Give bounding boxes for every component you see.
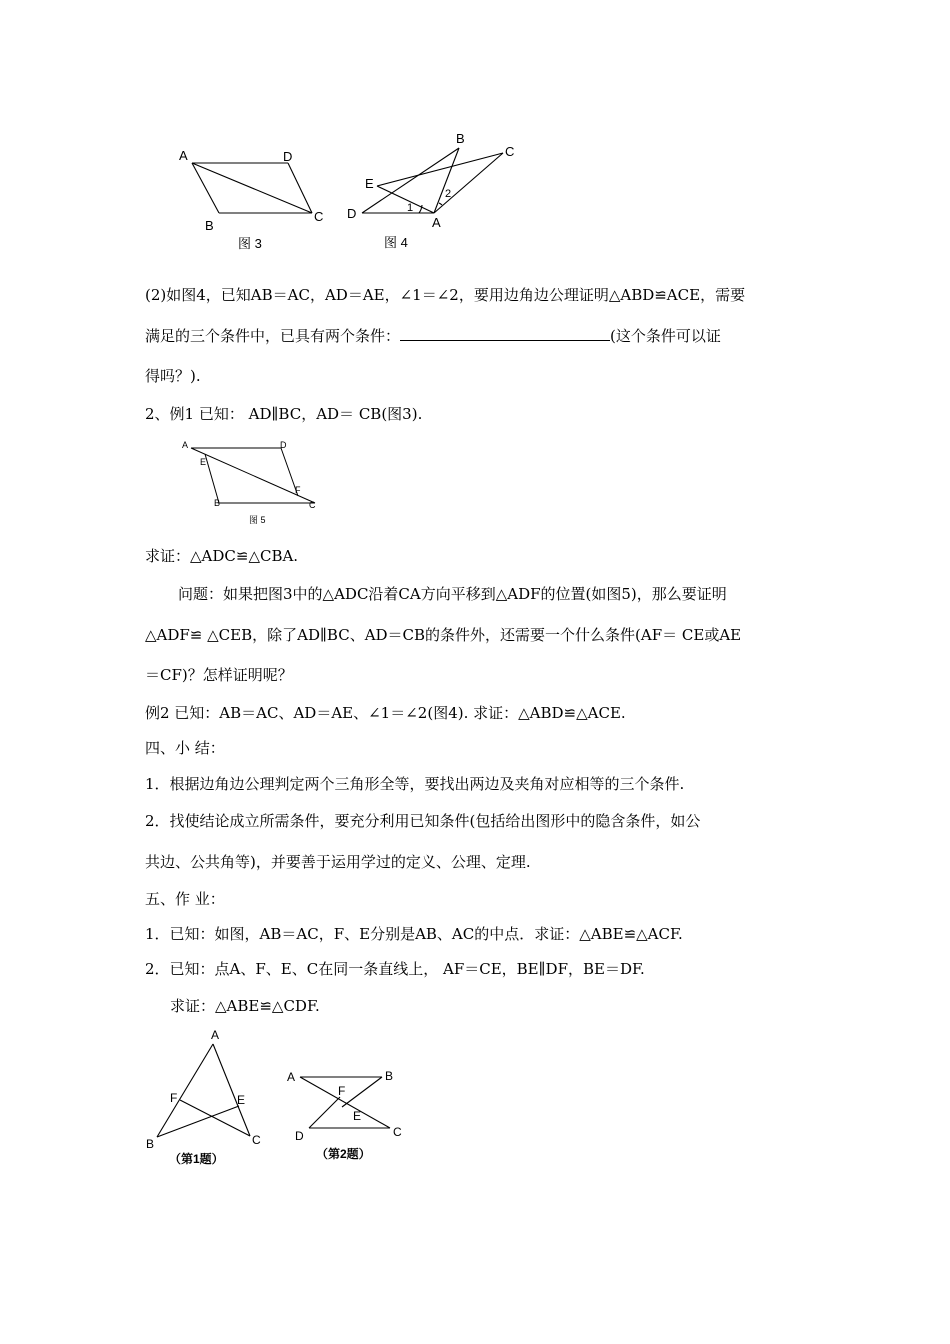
question-line-1: 问题：如果把图3中的△ADC沿着CA方向平移到△ADF的位置(如图5)，那么要证明 bbox=[178, 585, 727, 603]
homework-item-2: 2．已知：点A、F、E、C在同一条直线上， AF＝CE，BE∥DF，BE＝DF. bbox=[145, 960, 645, 978]
figure-5-drawing bbox=[175, 435, 335, 530]
question-line-3: ＝CF)？怎样证明呢？ bbox=[145, 666, 293, 684]
label-a: A bbox=[182, 440, 189, 450]
homework-item-2-prove: 求证：△ABE≌△CDF. bbox=[170, 997, 320, 1015]
homework-figure-1-caption: （第1题） bbox=[169, 1152, 224, 1166]
label-b: B bbox=[214, 498, 221, 508]
segment-dc bbox=[288, 163, 312, 213]
segment-ac bbox=[213, 1044, 250, 1136]
label-e: E bbox=[365, 176, 374, 191]
segment-ba bbox=[192, 163, 219, 213]
summary-heading: 四、小 结： bbox=[145, 739, 225, 757]
summary-item-2-line-1: 2．找使结论成立所需条件，要充分利用已知条件(包括给出图形中的隐含条件，如公 bbox=[145, 812, 701, 830]
label-b: B bbox=[205, 218, 214, 233]
homework-figure-1-drawing bbox=[140, 1020, 280, 1170]
label-e: E bbox=[237, 1093, 246, 1107]
figure-4 bbox=[340, 125, 540, 260]
figure-5-caption: 图 5 bbox=[249, 515, 266, 525]
segment-ea bbox=[377, 186, 434, 213]
segment-be bbox=[157, 1106, 239, 1137]
summary-item-1: 1．根据边角边公理判定两个三角形全等，要找出两边及夹角对应相等的三个条件. bbox=[145, 775, 685, 793]
label-f: F bbox=[170, 1091, 178, 1105]
question-line-2: △ADF≌ △CEB，除了AD∥BC、AD＝CB的条件外，还需要一个什么条件(AF＝ CE或AE bbox=[145, 626, 742, 644]
segment-be bbox=[342, 1077, 382, 1107]
segment-ba bbox=[434, 148, 459, 213]
problem-2-line-3: 得吗？). bbox=[145, 367, 201, 385]
problem-2-line-2 bbox=[145, 326, 721, 346]
label-d: D bbox=[283, 149, 293, 164]
problem-2-line-1: (2)如图4，已知AB＝AC，AD＝AE，∠1＝∠2，要用边角边公理证明△ABD≌ACE，需要 bbox=[145, 286, 746, 304]
label-c: C bbox=[505, 144, 515, 159]
label-b: B bbox=[456, 131, 465, 146]
label-a: A bbox=[432, 215, 441, 230]
figure-4-drawing bbox=[340, 125, 540, 260]
homework-figure-2-caption: （第2题） bbox=[316, 1147, 371, 1161]
label-f: F bbox=[295, 485, 301, 495]
homework-figure-1 bbox=[140, 1020, 280, 1170]
figure-4-caption: 图 4 bbox=[384, 235, 408, 250]
label-e: E bbox=[200, 457, 207, 467]
example-2: 例2 已知：AB＝AC、AD＝AE、∠1＝∠2(图4). 求证：△ABD≌△ACE. bbox=[145, 704, 626, 722]
answer-blank bbox=[400, 326, 610, 341]
label-d: D bbox=[295, 1129, 304, 1143]
label-f: F bbox=[338, 1084, 346, 1098]
label-angle-1: 1 bbox=[407, 202, 414, 214]
label-angle-2: 2 bbox=[445, 188, 452, 200]
homework-figure-2 bbox=[280, 1060, 420, 1170]
label-c: C bbox=[314, 209, 324, 224]
example-1-given: 2、例1 已知： AD∥BC，AD＝ CB(图3). bbox=[145, 405, 423, 423]
label-e: E bbox=[353, 1109, 362, 1123]
segment-ac bbox=[192, 163, 312, 213]
label-b: B bbox=[146, 1137, 155, 1151]
segment-be bbox=[205, 454, 219, 503]
figure-3-caption: 图 3 bbox=[238, 236, 262, 251]
label-a: A bbox=[179, 148, 188, 163]
problem-2-line-2-tail: (这个条件可以证 bbox=[610, 327, 721, 345]
example-1-prove: 求证：△ADC≌△CBA. bbox=[145, 547, 299, 565]
label-a: A bbox=[287, 1070, 296, 1084]
label-d: D bbox=[280, 440, 287, 450]
label-c: C bbox=[309, 500, 316, 510]
homework-heading: 五、作 业： bbox=[145, 890, 225, 908]
label-b: B bbox=[385, 1069, 394, 1083]
summary-item-2-line-2: 共边、公共角等)，并要善于运用学过的定义、公理、定理. bbox=[145, 853, 531, 871]
figure-5 bbox=[175, 435, 335, 530]
label-d: D bbox=[347, 206, 357, 221]
segment-df bbox=[309, 1097, 340, 1128]
label-a: A bbox=[211, 1028, 220, 1042]
figure-3-drawing bbox=[170, 140, 340, 255]
problem-2-line-2-text: 满足的三个条件中，已具有两个条件： bbox=[145, 327, 401, 345]
label-c: C bbox=[252, 1133, 261, 1147]
homework-figure-2-drawing bbox=[280, 1060, 420, 1170]
figure-3 bbox=[170, 140, 340, 255]
angle-2-arc bbox=[439, 203, 442, 205]
segment-ab bbox=[157, 1044, 213, 1137]
label-c: C bbox=[393, 1125, 402, 1139]
homework-item-1: 1．已知：如图，AB＝AC，F、E分别是AB、AC的中点．求证：△ABE≌△ACF. bbox=[145, 925, 683, 943]
